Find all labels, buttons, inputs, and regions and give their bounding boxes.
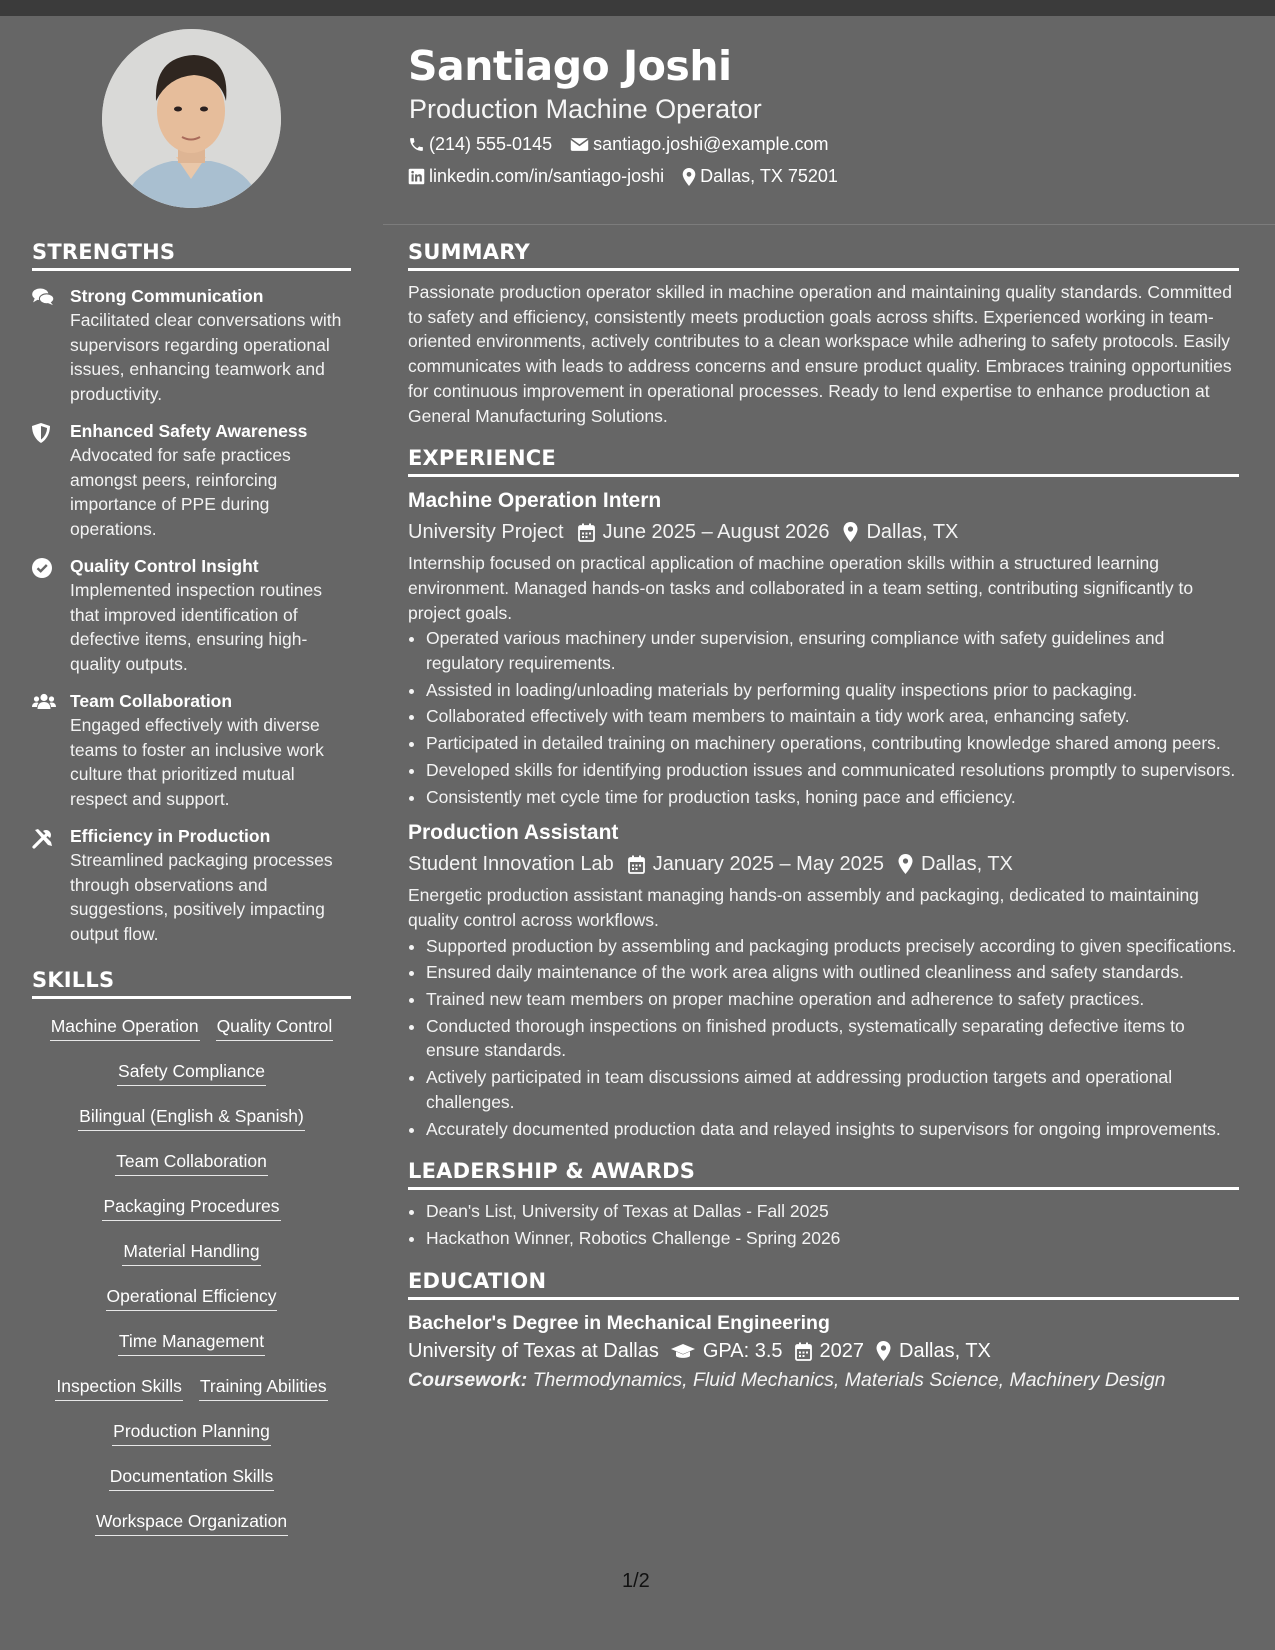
job-description: Energetic production assistant managing hands-on assembly and packaging, dedicated to maintaining quality control across workflows. [408, 885, 1199, 930]
linkedin-text: linkedin.com/in/santiago-joshi [429, 166, 665, 186]
tools-icon [32, 828, 53, 849]
skill-tag: Quality Control [216, 1015, 334, 1041]
strength-desc: Streamlined packaging processes through observations and suggestions, positively impacting output flow. [70, 850, 333, 944]
gpa-text: GPA: 3.5 [702, 1339, 783, 1362]
education-location: Dallas, TX [899, 1339, 991, 1362]
strength-item [32, 825, 351, 946]
left-column [32, 240, 351, 1551]
phone-icon [408, 136, 425, 153]
calendar-icon [578, 523, 595, 542]
shield-icon [32, 423, 50, 443]
email-contact[interactable] [570, 134, 828, 155]
users-icon [32, 693, 56, 710]
coursework-label: Coursework: [408, 1368, 528, 1391]
map-pin-icon [682, 168, 696, 186]
graduation-cap-icon [671, 1343, 695, 1360]
location-contact [682, 166, 838, 187]
calendar-icon [628, 855, 645, 874]
header-divider [383, 224, 1275, 225]
list-item: • Conducted thorough inspections on finished products, systematically separating defective items to ensure standards. [426, 1014, 1239, 1063]
strengths-heading: STRENGTHS [32, 240, 351, 271]
map-pin-icon [843, 522, 858, 542]
map-pin-icon [898, 854, 913, 874]
awards-list [408, 1199, 1239, 1250]
skill-tag: Time Management [118, 1330, 265, 1356]
list-item: • Dean's List, University of Texas at Dallas - Fall 2025 [426, 1199, 1239, 1224]
list-item: • Participated in detailed training on machinery operations, contributing knowledge shared among peers. [426, 731, 1239, 756]
job-meta [408, 851, 1239, 877]
job-org: Student Innovation Lab [408, 853, 614, 876]
job-description: Internship focused on practical application of machine operation skills within a structured learning environment. Managed hands-on tasks and collaborated in a team setting, contributing significantly to project goals. [408, 553, 1194, 623]
envelope-icon [570, 137, 589, 152]
skill-tag: Packaging Procedures [102, 1195, 280, 1221]
strength-item [32, 285, 351, 406]
job-location: Dallas, TX [921, 853, 1013, 876]
candidate-name: Santiago Joshi [408, 42, 732, 90]
skill-tag: Training Abilities [199, 1375, 328, 1401]
job-org: University Project [408, 521, 564, 544]
summary-text: Passionate production operator skilled in machine operation and maintaining quality standards. Committed to safety and efficiency, consistently meets production goals across shifts. Experienced working in team-oriented environments, actively contributes to a clean workspace while adhering to safety protocols. Easily communicates with leads to address concerns and ensure product quality. Embraces training opportunities for continuous improvement in operational processes. Ready to lend expertise to enhance production at General Manufacturing Solutions. [408, 282, 1232, 426]
contact-row-2 [408, 166, 856, 187]
list-item: • Actively participated in team discussions aimed at addressing production targets and operational challenges. [426, 1065, 1239, 1114]
skill-tag: Operational Efficiency [106, 1285, 278, 1311]
linkedin-contact[interactable] [408, 166, 664, 187]
page-number: 1/2 [622, 1570, 650, 1592]
strength-name: Efficiency in Production [70, 826, 271, 846]
skill-tag: Workspace Organization [95, 1510, 288, 1536]
strength-name: Enhanced Safety Awareness [70, 421, 308, 441]
education-meta [408, 1340, 1239, 1363]
strength-desc: Advocated for safe practices amongst peers, reinforcing importance of PPE during operations. [70, 445, 291, 539]
skill-tag: Safety Compliance [117, 1060, 266, 1086]
skill-tag: Team Collaboration [115, 1150, 268, 1176]
email-text: santiago.joshi@example.com [593, 134, 829, 154]
strength-desc: Implemented inspection routines that improved identification of defective items, ensuring high-quality outputs. [70, 580, 322, 674]
coursework-text: Thermodynamics, Fluid Mechanics, Materials Science, Machinery Design [532, 1368, 1166, 1391]
summary-heading: SUMMARY [408, 240, 1239, 271]
list-item: • Trained new team members on proper machine operation and adherence to safety practices. [426, 987, 1239, 1012]
list-item: • Supported production by assembling and packaging products precisely according to given specifications. [426, 934, 1239, 959]
job-entry [408, 819, 1239, 1141]
experience-heading: EXPERIENCE [408, 446, 1239, 477]
phone-contact[interactable] [408, 134, 552, 155]
job-dates: June 2025 – August 2026 [602, 521, 830, 544]
map-pin-icon [876, 1341, 891, 1361]
right-column [408, 240, 1239, 1392]
list-item: • Operated various machinery under supervision, ensuring compliance with safety guidelines and regulatory requirements. [426, 626, 1239, 675]
strength-desc: Facilitated clear conversations with supervisors regarding operational issues, enhancing teamwork and productivity. [70, 310, 342, 404]
skills-heading: SKILLS [32, 968, 351, 999]
strength-desc: Engaged effectively with diverse teams to foster an inclusive work culture that prioritized mutual respect and support. [70, 715, 324, 809]
profile-photo [102, 29, 281, 208]
candidate-role: Production Machine Operator [409, 94, 762, 124]
skill-tag: Production Planning [112, 1420, 271, 1446]
job-bullets [408, 626, 1239, 809]
comments-icon [32, 288, 54, 306]
strength-item [32, 555, 351, 676]
job-title: Machine Operation Intern [408, 489, 662, 513]
job-dates: January 2025 – May 2025 [652, 853, 885, 876]
coursework [408, 1369, 1239, 1392]
list-item: • Ensured daily maintenance of the work area aligns with outlined cleanliness and safety standards. [426, 960, 1239, 985]
degree-title: Bachelor's Degree in Mechanical Engineering [408, 1311, 830, 1334]
list-item: • Assisted in loading/unloading materials by performing quality inspections prior to packaging. [426, 678, 1239, 703]
skill-tag: Inspection Skills [55, 1375, 182, 1401]
linkedin-icon [408, 168, 425, 185]
check-circle-icon [32, 558, 52, 578]
location-text: Dallas, TX 75201 [700, 166, 838, 186]
strength-item [32, 690, 351, 811]
job-entry [408, 487, 1239, 809]
list-item: • Consistently met cycle time for production tasks, honing pace and efficiency. [426, 785, 1239, 810]
school-name: University of Texas at Dallas [408, 1339, 659, 1362]
top-bar [0, 0, 1275, 16]
strength-name: Strong Communication [70, 286, 264, 306]
skill-tag: Documentation Skills [109, 1465, 274, 1491]
job-meta [408, 519, 1239, 545]
list-item: • Hackathon Winner, Robotics Challenge - Spring 2026 [426, 1226, 1239, 1251]
graduation-year: 2027 [819, 1339, 865, 1362]
education-heading: EDUCATION [408, 1269, 1239, 1300]
skill-tag: Material Handling [122, 1240, 260, 1266]
list-item: • Collaborated effectively with team members to maintain a tidy work area, enhancing safety. [426, 704, 1239, 729]
contact-row-1 [408, 134, 846, 155]
strength-name: Quality Control Insight [70, 556, 259, 576]
job-bullets [408, 934, 1239, 1142]
skills-list [32, 1011, 351, 1551]
phone-text: (214) 555-0145 [429, 134, 553, 154]
list-item: • Accurately documented production data and relayed insights to supervisors for ongoing improvements. [426, 1117, 1239, 1142]
awards-heading: LEADERSHIP & AWARDS [408, 1159, 1239, 1190]
calendar-icon [795, 1342, 812, 1361]
job-title: Production Assistant [408, 821, 619, 845]
skill-tag: Bilingual (English & Spanish) [78, 1105, 305, 1131]
strength-name: Team Collaboration [70, 691, 233, 711]
strength-item [32, 420, 351, 541]
skill-tag: Machine Operation [50, 1015, 200, 1041]
list-item: • Developed skills for identifying production issues and communicated resolutions promptly to supervisors. [426, 758, 1239, 783]
job-location: Dallas, TX [866, 521, 959, 544]
